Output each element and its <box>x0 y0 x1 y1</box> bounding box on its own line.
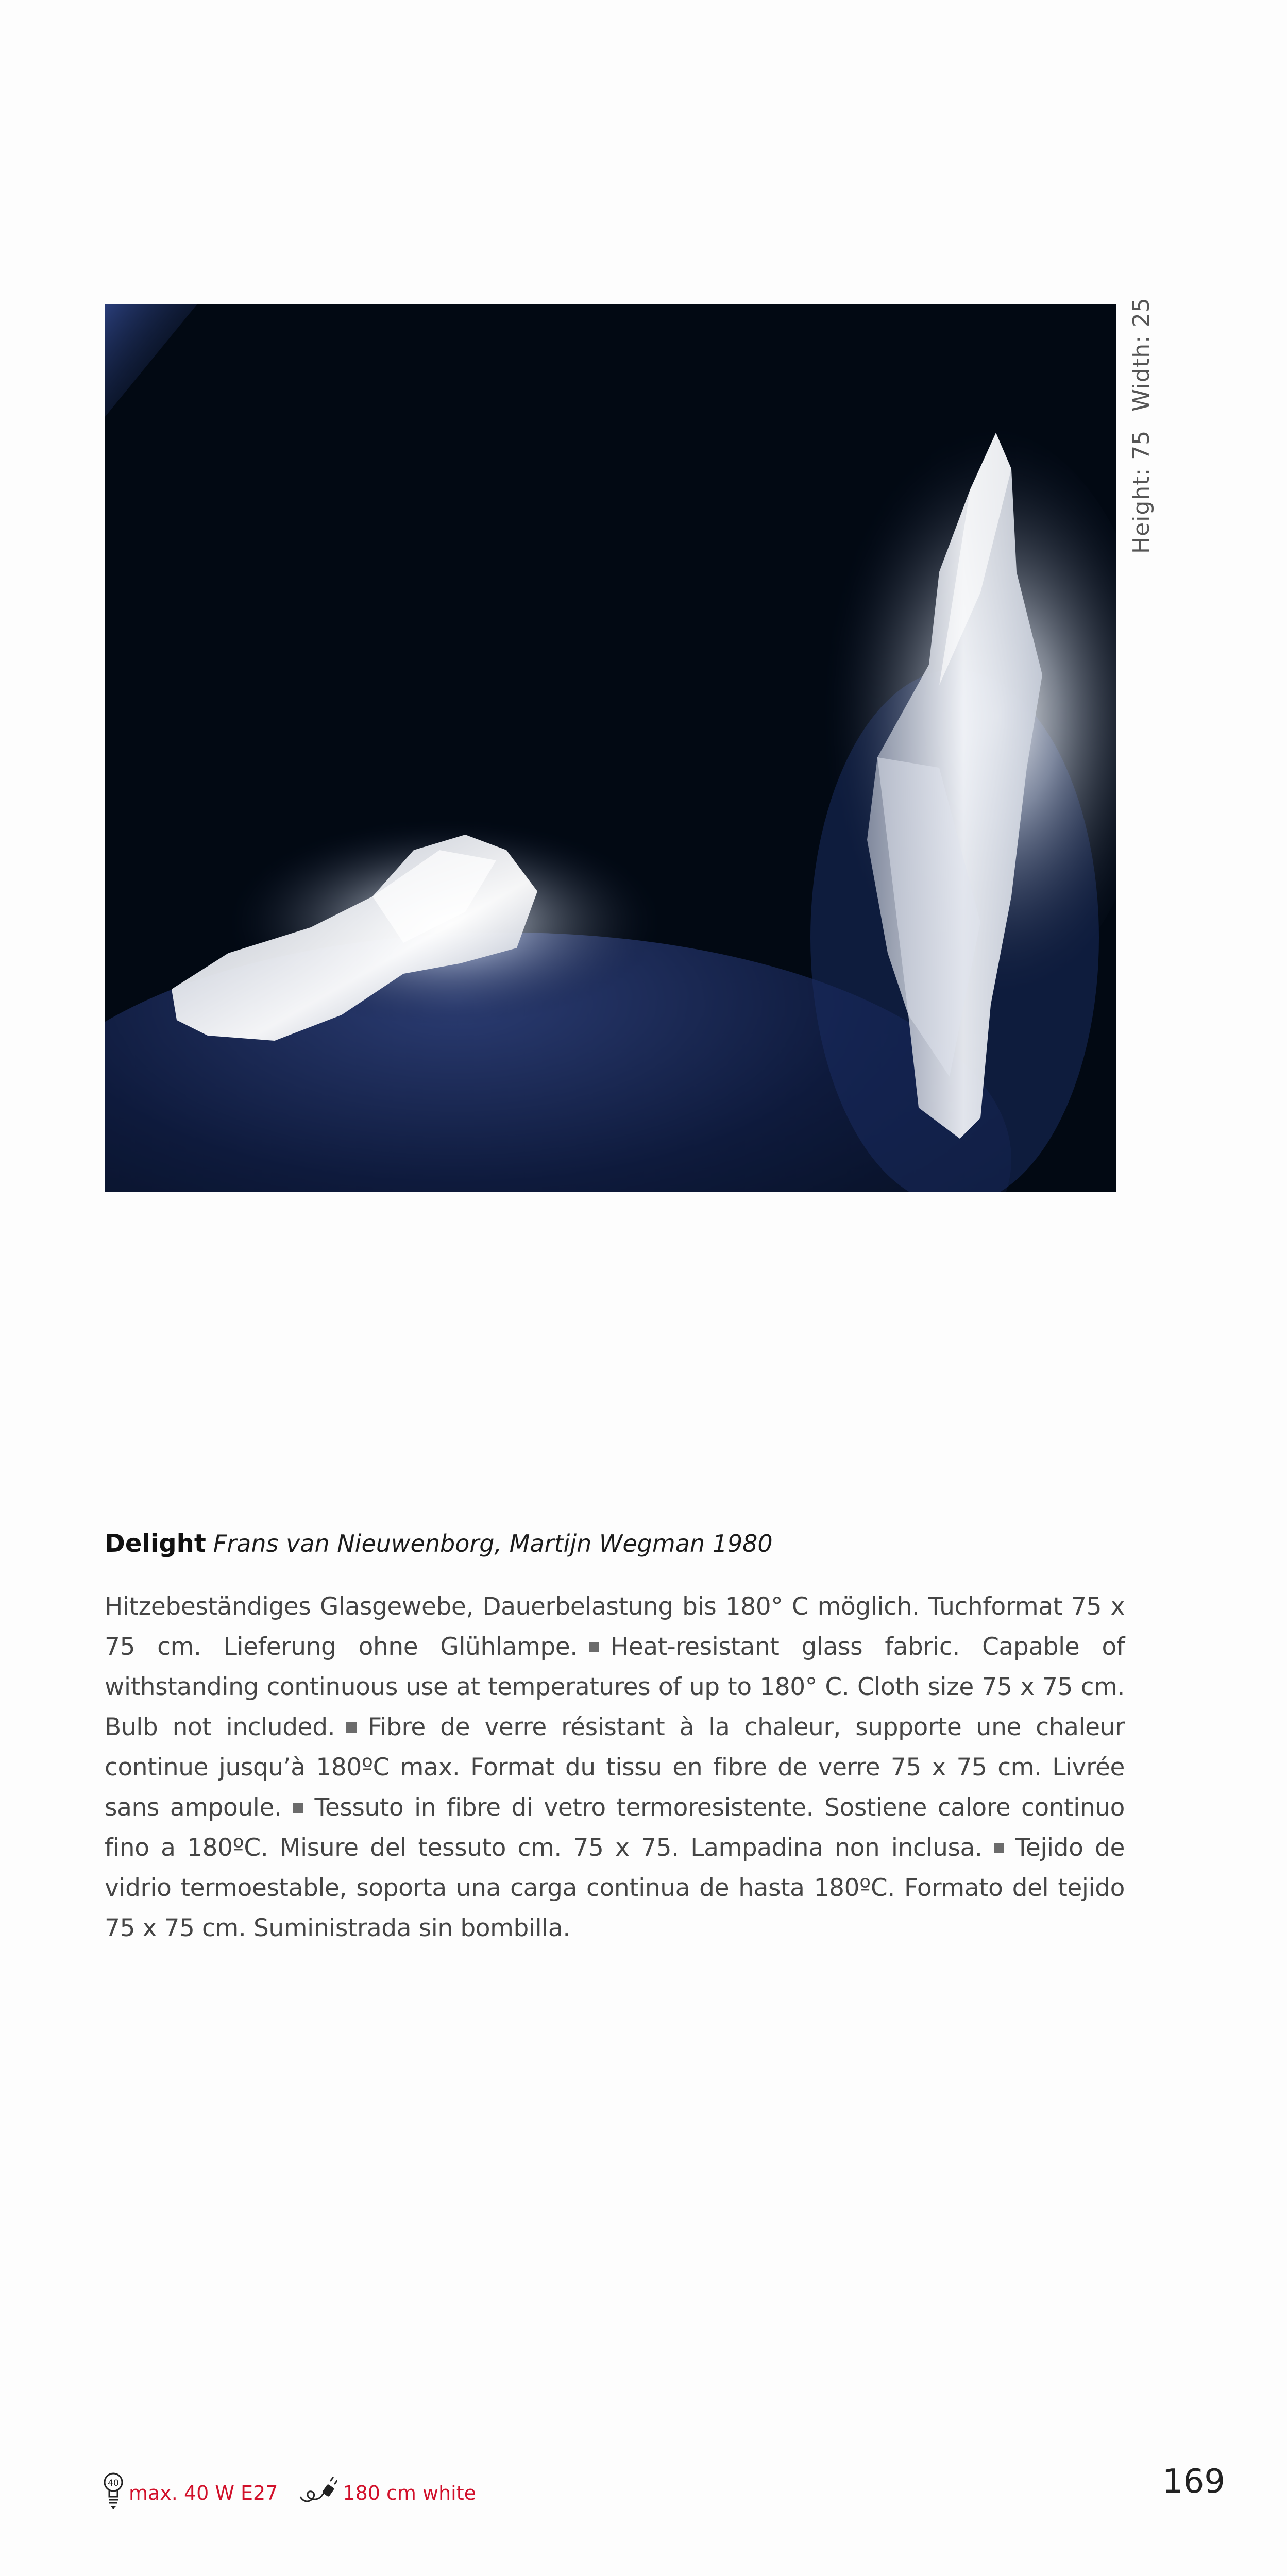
description-italian: Tessuto in fibre di vetro termoresistente. Sostiene calore continuo fino a 180ºC. Misure del tessuto cm. 75 x 75. Lampadina non inclusa. <box>105 1793 1125 1862</box>
lamp-photo-illustration <box>105 304 1116 1192</box>
light-bulb-icon <box>103 2471 124 2515</box>
page-number: 169 <box>1162 2463 1225 2501</box>
description-french: Fibre de verre résistant à la chaleur, supporte une chaleur continue jusqu’à 180ºC max. Format du tissu en fibre de verre 75 x 75 cm. Livrée sans ampoule. <box>105 1713 1125 1822</box>
spec-footer <box>103 2471 476 2515</box>
width-label: Width: 25 <box>1128 297 1155 412</box>
cable-plug-icon <box>298 2476 337 2510</box>
product-photo <box>105 304 1116 1192</box>
cable-spec: 180 cm white <box>343 2481 477 2504</box>
height-label: Height: 75 <box>1128 430 1155 554</box>
product-designer: Frans van Nieuwenborg, Martijn Wegman 1980 <box>213 1530 773 1557</box>
svg-text:40: 40 <box>108 2478 119 2488</box>
separator-square-icon <box>346 1722 357 1733</box>
dimensions-label <box>1128 297 1155 554</box>
product-name: Delight <box>105 1529 206 1558</box>
description-german: Hitzebeständiges Glasgewebe, Dauerbelastung bis 180° C möglich. Tuchformat 75 x 75 cm. Lieferung ohne Glühlampe. <box>105 1592 1125 1661</box>
separator-square-icon <box>589 1642 599 1652</box>
separator-square-icon <box>994 1843 1004 1853</box>
product-description <box>105 1587 1125 1948</box>
product-title <box>105 1529 773 1558</box>
separator-square-icon <box>293 1803 303 1813</box>
description-english: Heat-resistant glass fabric. Capable of withstanding continuous use at temperatures of up to 180° C. Cloth size 75 x 75 cm. Bulb not included. <box>105 1633 1125 1741</box>
description-spanish: Tejido de vidrio termoestable, soporta una carga continua de hasta 180ºC. Formato del tejido 75 x 75 cm. Suministrada sin bombilla. <box>105 1834 1125 1942</box>
bulb-spec: max. 40 W E27 <box>129 2481 278 2504</box>
